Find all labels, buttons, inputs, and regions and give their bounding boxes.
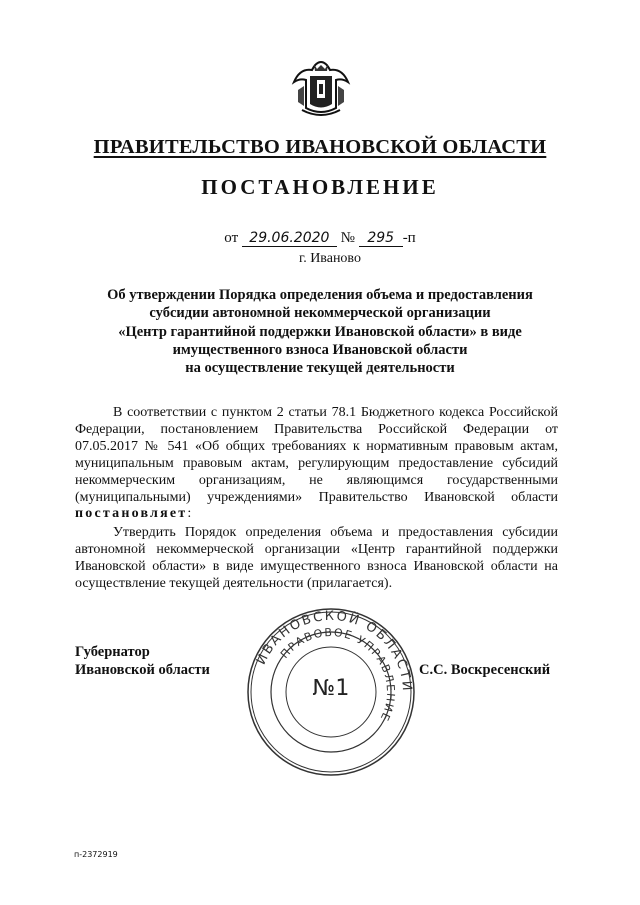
signatory-name: С.С. Воскресенский <box>419 662 551 678</box>
stamp-inner-text: ПРАВОВОЕ УПРАВЛЕНИЕ <box>277 625 398 724</box>
document-date: 29.06.2020 <box>242 230 337 247</box>
stamp-number: №1 <box>312 676 350 701</box>
document-type-title: ПОСТАНОВЛЕНИЕ <box>201 175 439 199</box>
number-prefix: № <box>340 230 355 246</box>
position-line: Губернатор <box>75 644 150 660</box>
date-prefix: от <box>224 230 239 246</box>
date-number-line <box>0 230 640 247</box>
stamp-outer-text: ИВАНОВСКОЙ ОБЛАСТИ <box>253 608 415 694</box>
resolves-word: постановляет <box>75 506 188 522</box>
subject-line: на осуществление текущей деятельности <box>185 360 455 377</box>
subject-line: Об утверждении Порядка определения объема и предоставления <box>107 287 533 303</box>
position-line: Ивановской области <box>75 662 210 678</box>
city: г. Иваново <box>299 251 361 266</box>
number-suffix: -п <box>402 230 416 246</box>
subject-line: «Центр гарантийной поддержки Ивановской области» в виде <box>118 323 522 340</box>
signatory-position <box>75 643 210 679</box>
document-number: 295 <box>359 230 403 247</box>
government-title: ПРАВИТЕЛЬСТВО ИВАНОВСКОЙ ОБЛАСТИ <box>93 136 547 158</box>
preamble-end: : <box>187 506 192 522</box>
resolution-paragraph: Утвердить Порядок определения объема и предоставления субсидии автономной некоммерческой организации «Центр гарантийной поддержки Ивановской области» в виде имущественного взноса Ивановской области на осуществление текущей деятельности (прилагается). <box>75 525 558 591</box>
preamble-paragraph <box>75 405 558 523</box>
subject-line: субсидии автономной некоммерческой организации <box>149 305 491 322</box>
subject-line: имущественного взноса Ивановской области <box>172 341 468 358</box>
document-code: п-2372919 <box>74 850 118 859</box>
coat-of-arms-emblem <box>290 60 352 118</box>
preamble-text: В соответствии с пунктом 2 статьи 78.1 Бюджетного кодекса Российской Федерации, постановлением Правительства Российской Федерации от 07.05.2017 № 541 «Об общих требованиях к нормативным правовым актам, муниципальным правовым актам, регулирующим предоставление субсидий некоммерческим организациям, не являющимся государственными (муниципальными) учреждениями» Правительство Ивановской области <box>75 405 558 505</box>
document-subject <box>0 286 640 377</box>
